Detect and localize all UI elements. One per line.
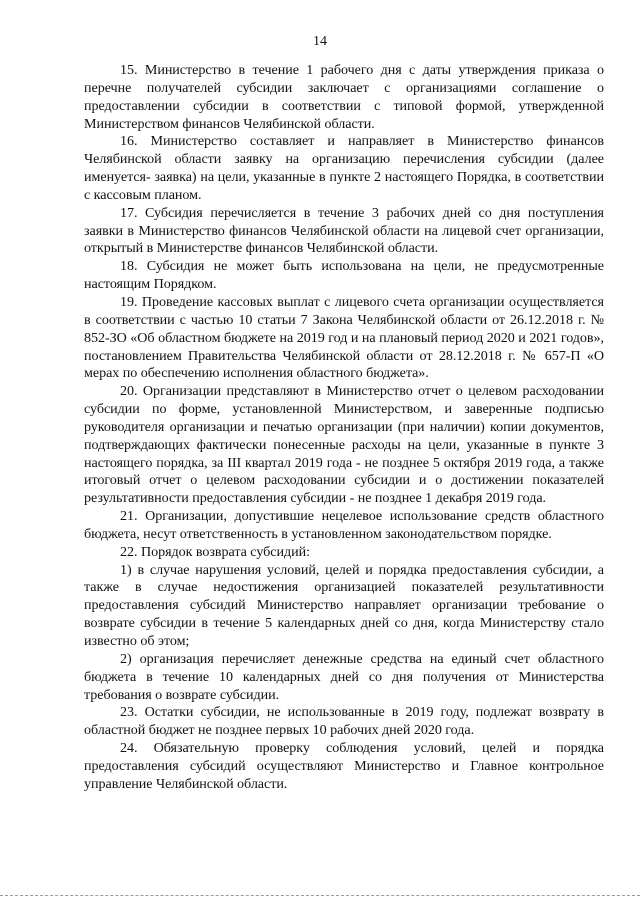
paragraph-item-15: 15. Министерство в течение 1 рабочего дня с даты утверждения приказа о перечне получателей субсидии заключает с организациями соглашение о предоставлении субсидии в соответствии с типовой формой, утвержденной Министерством финансов Челябинской области. [84, 62, 604, 132]
paragraph-item-17: 17. Субсидия перечисляется в течение 3 рабочих дней со дня поступления заявки в Министерство финансов Челябинской области на лицевой счет организации, открытый в Министерстве финансов Челябинской области. [84, 204, 604, 257]
paragraph-item-19: 19. Проведение кассовых выплат с лицевого счета организации осуществляется в соответствии с частью 10 статьи 7 Закона Челябинской области от 26.12.2018 г. № 852-ЗО «Об областном бюджете на 2019 год и на плановый период 2020 и 2021 годов», постановлением Правительства Челябинской области от 28.12.2018 г. № 657-П «О мерах по обеспечению исполнения областного бюджета». [84, 293, 604, 382]
page-number: 14 [313, 34, 327, 49]
paragraph-item-18: 18. Субсидия не может быть использована на цели, не предусмотренные настоящим Порядком. [84, 258, 604, 293]
paragraph-item-21: 21. Организации, допустившие нецелевое использование средств областного бюджета, несут ответственность в установленном законодательством порядке. [84, 508, 604, 542]
document-body [84, 62, 604, 794]
paragraph-item-23: 23. Остатки субсидии, не использованные в 2019 году, подлежат возврату в областной бюджет не позднее первых 10 рабочих дней 2020 года. [84, 704, 604, 739]
subitem-22-2: 2) организация перечисляет денежные средства на единый счет областного бюджета в течение 10 календарных дней со дня получения от Министерства требования о возврате субсидии. [84, 650, 604, 703]
paragraph-item-24: 24. Обязательную проверку соблюдения условий, целей и порядка предоставления субсидий осуществляют Министерство и Главное контрольное управление Челябинской области. [84, 740, 604, 792]
subitem-22-1: 1) в случае нарушения условий, целей и порядка предоставления субсидии, а также в случае недостижения организацией показателей результативности предоставления субсидий Министерство направляет организации требование о возврате субсидии в течение 5 календарных дней со дня, когда Министерству стало известно об этом; [84, 561, 604, 649]
paragraph-item-20: 20. Организации представляют в Министерство отчет о целевом расходовании субсидии по форме, установленной Министерством, и заверенные подписью руководителя организации и печатью организации (при наличии) копии документов, подтверждающих фактически понесенные расходы на цели, указанные в пункте 3 настоящего порядка, за III квартал 2019 года - не позднее 5 октября 2019 года, а также итоговый отчет о целевом расходовании субсидии и о достижении показателей результативности предоставления субсидии - не позднее 1 декабря 2019 года. [84, 383, 604, 507]
page-bottom-divider [0, 895, 640, 896]
paragraph-item-22: 22. Порядок возврата субсидий: [120, 543, 310, 560]
paragraph-item-16: 16. Министерство составляет и направляет в Министерство финансов Челябинской области заявку на организацию перечисления субсидии (далее именуется- заявка) на цели, указанные в пункте 2 настоящего Порядка, в соответствии с кассовым планом. [84, 133, 604, 203]
